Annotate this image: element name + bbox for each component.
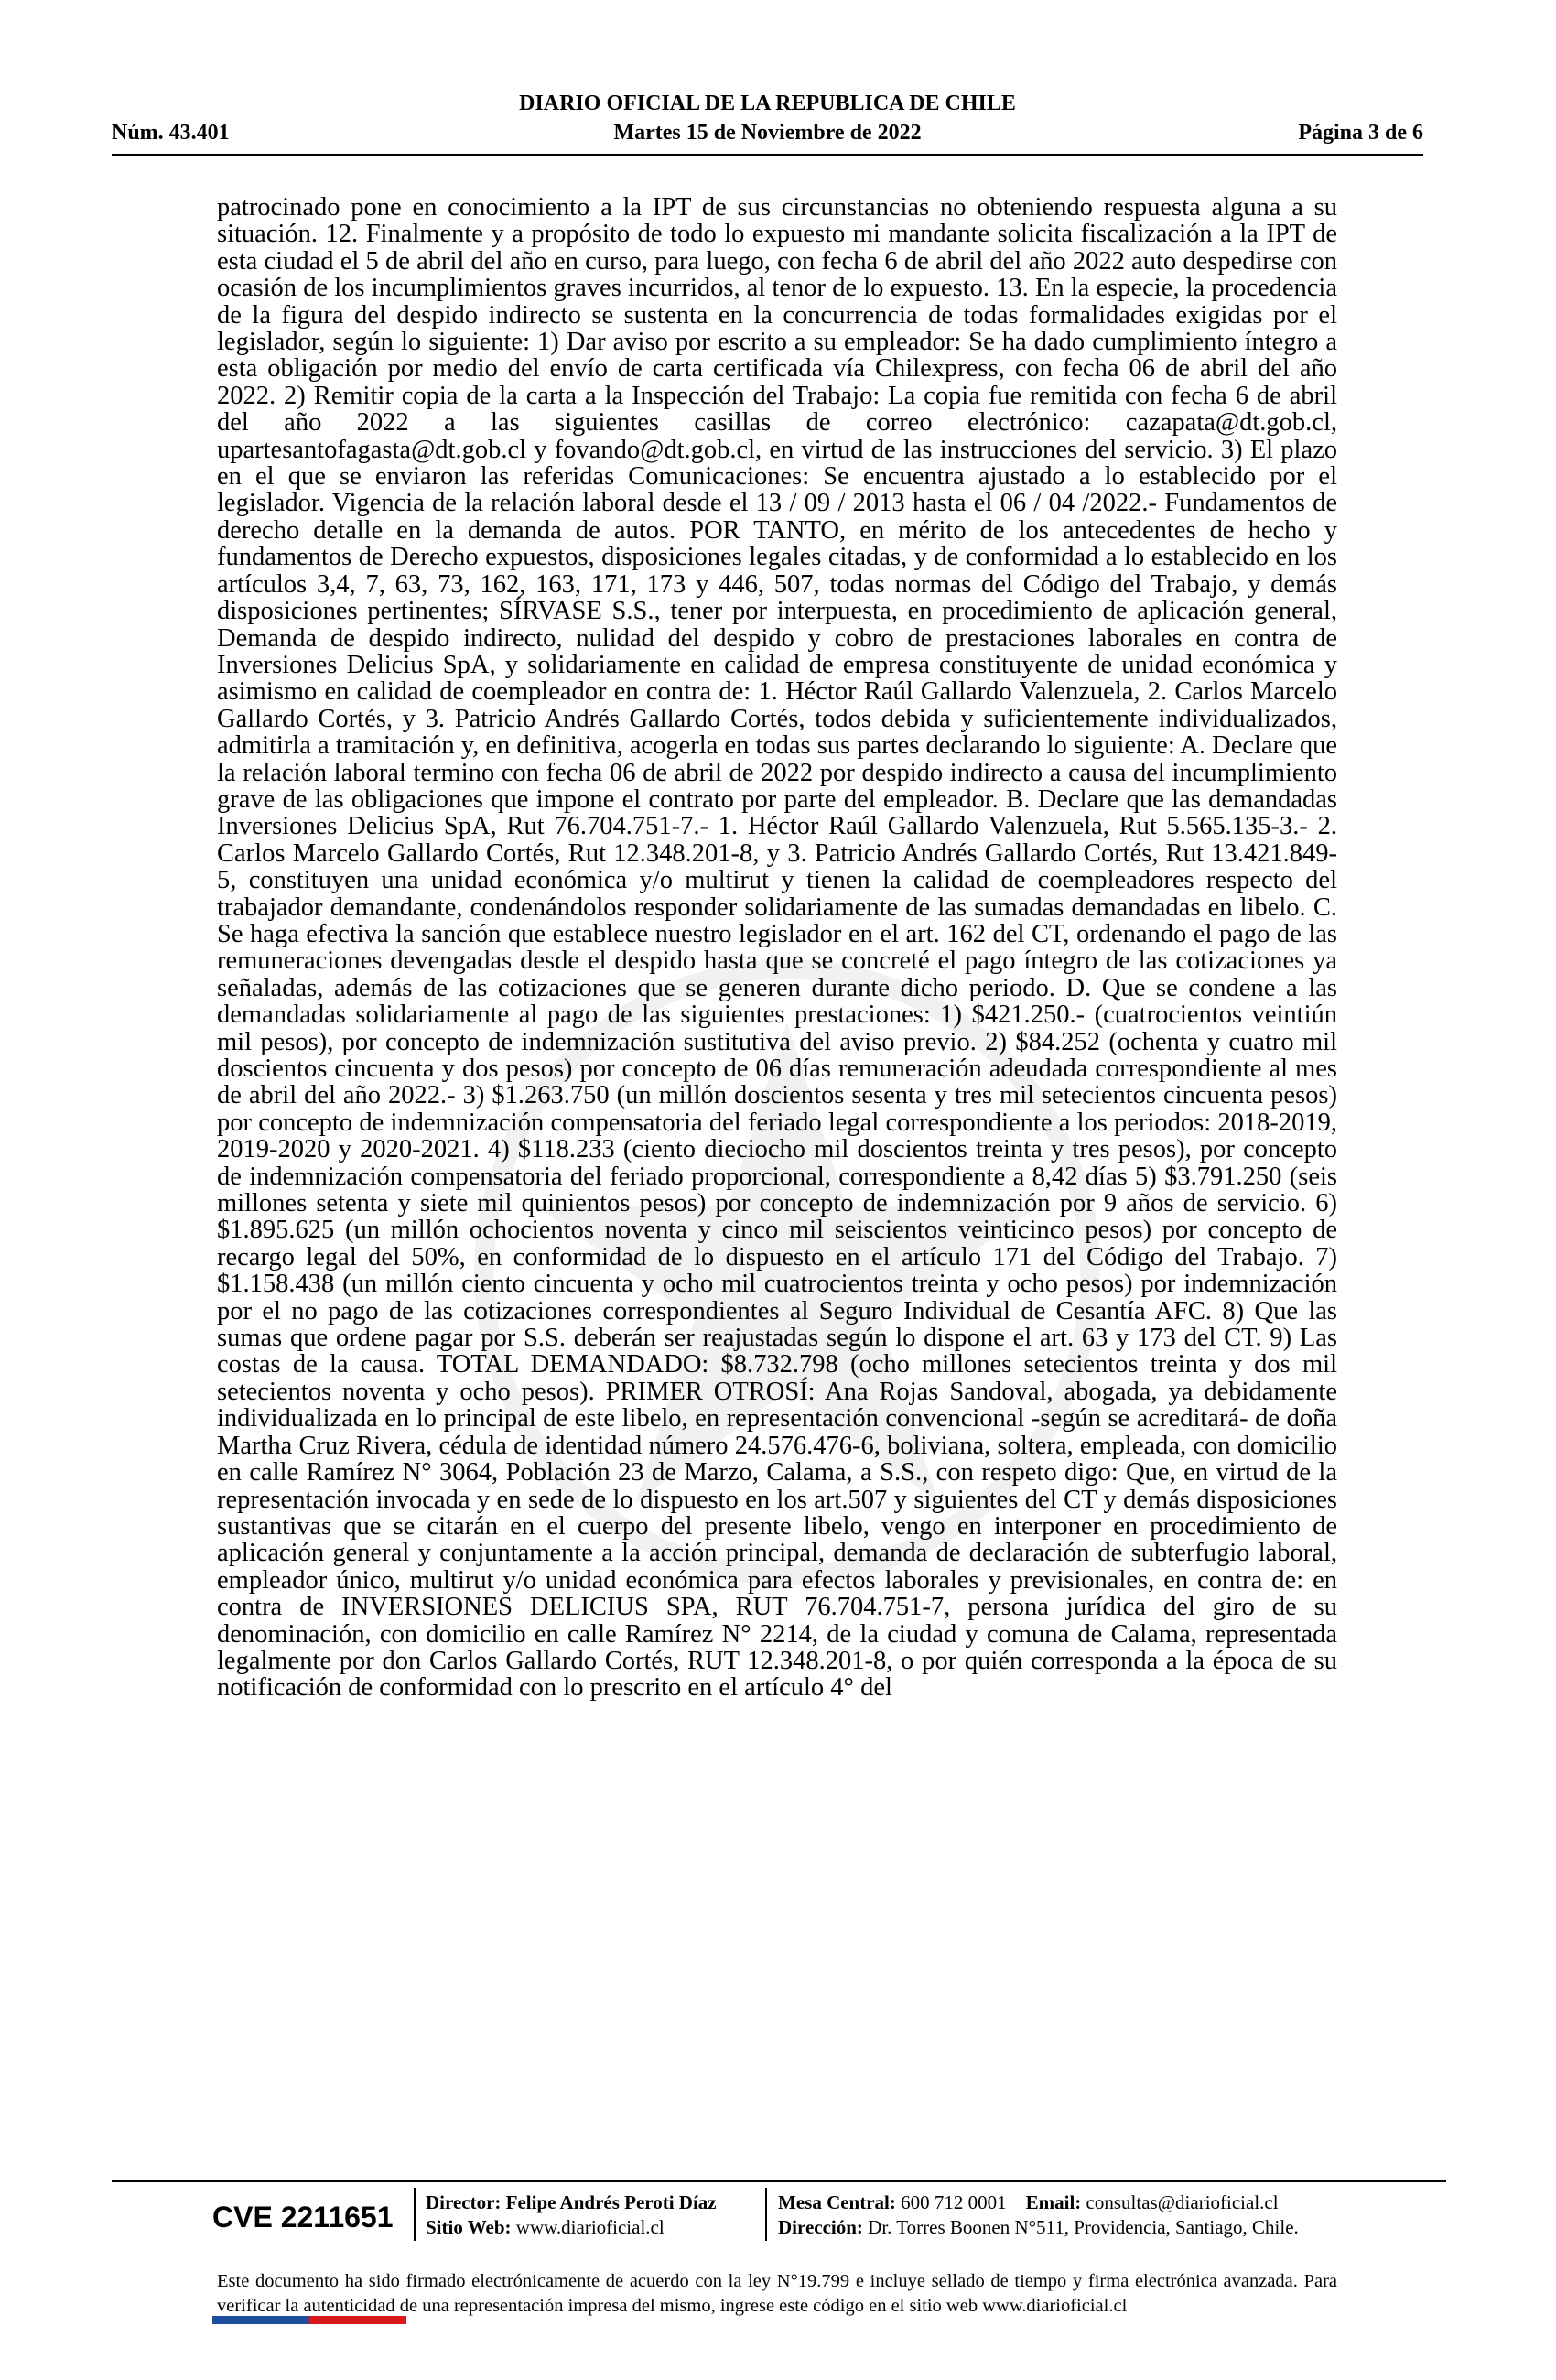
flag-stripe bbox=[212, 2316, 406, 2324]
page-number: Página 3 de 6 bbox=[1298, 121, 1423, 145]
flag-stripe-blue bbox=[212, 2316, 309, 2324]
email-label: Email: bbox=[1025, 2191, 1082, 2213]
issue-number: Núm. 43.401 bbox=[112, 121, 230, 145]
mesa-central-phone: 600 712 0001 bbox=[901, 2191, 1007, 2213]
mesa-central-label: Mesa Central: bbox=[778, 2191, 896, 2213]
footer-separator bbox=[765, 2188, 767, 2241]
legal-notice: Este documento ha sido firmado electrónicamente de acuerdo con la ley N°19.799 e incluye sellado de tiempo y firma electrónica avanzada. Para verificar la autenticidad de una representación impresa del mismo, ingrese este código en el sitio web www.diarioficial.cl bbox=[217, 2271, 1337, 2316]
footer-separator bbox=[414, 2188, 416, 2241]
email-link[interactable]: consultas@diarioficial.cl bbox=[1086, 2191, 1279, 2213]
director-name: Felipe Andrés Peroti Díaz bbox=[505, 2191, 717, 2213]
document-body-text: patrocinado pone en conocimiento a la IPT de sus circunstancias no obteniendo respuesta alguna a su situación. 12. Finalmente y a propósito de todo lo expuesto mi mandante solicita fiscalización a la IPT de esta ciudad el 5 de abril del año en curso, para luego, con fecha 6 de abril del año 2022 auto despedirse con ocasión de los incumplimientos graves incurridos, al tenor de lo expuesto. 13. En la especie, la procedencia de la figura del despido indirecto se sustenta en la concurrencia de todas formalidades exigidas por el legislador, según lo siguiente: 1) Dar aviso por escrito a su empleador: Se ha dado cumplimiento íntegro a esta obligación por medio del envío de carta certificada vía Chilexpress, con fecha 06 de abril del año 2022. 2) Remitir copia de la carta a la Inspección del Trabajo: La copia fue remitida con fecha 6 de abril del año 2022 a las siguientes casillas de correo electrónico: cazapata@dt.gob.cl, upartesantofagasta@dt.gob.cl y fovando@dt.gob.cl, en virtud de las instrucciones del servicio. 3) El plazo en el que se enviaron las referidas Comunicaciones: Se encuentra ajustado a lo establecido por el legislador. Vigencia de la relación laboral desde el 13 / 09 / 2013 hasta el 06 / 04 /2022.- Fundamentos de derecho detalle en la demanda de autos. POR TANTO, en mérito de los antecedentes de hecho y fundamentos de Derecho expuestos, disposiciones legales citadas, y de conformidad a lo establecido en los artículos 3,4, 7, 63, 73, 162, 163, 171, 173 y 446, 507, todas normas del Código del Trabajo, y demás disposiciones pertinentes; SÍRVASE S.S., tener por interpuesta, en procedimiento de aplicación general, Demanda de despido indirecto, nulidad del despido y cobro de prestaciones laborales en contra de Inversiones Delicius SpA, y solidariamente en calidad de empresa constituyente de unidad económica y asimismo en calidad de coempleador en contra de: 1. Héctor Raúl Gallardo Valenzuela, 2. Carlos Marcelo Gallardo Cortés, y 3. Patricio Andrés Gallardo Cortés, todos debida y suficientemente individualizados, admitirla a tramitación y, en definitiva, acogerla en todas sus partes declarando lo siguiente: A. Declare que la relación laboral termino con fecha 06 de abril de 2022 por despido indirecto a causa del incumplimiento grave de las obligaciones que impone el contrato por parte del empleador. B. Declare que las demandadas Inversiones Delicius SpA, Rut 76.704.751-7.- 1. Héctor Raúl Gallardo Valenzuela, Rut 5.565.135-3.- 2. Carlos Marcelo Gallardo Cortés, Rut 12.348.201-8, y 3. Patricio Andrés Gallardo Cortés, Rut 13.421.849-5, constituyen una unidad económica y/o multirut y tienen la calidad de coempleadores respecto del trabajador demandante, condenándolos responder solidariamente de las sumadas demandadas en libelo. C. Se haga efectiva la sanción que establece nuestro legislador en el art. 162 del CT, ordenando el pago de las remuneraciones devengadas desde el despido hasta que se concreté el pago íntegro de las cotizaciones ya señaladas, además de las cotizaciones que se generen durante dicho periodo. D. Que se condene a las demandadas solidariamente al pago de las siguientes prestaciones: 1) $421.250.- (cuatrocientos veintiún mil pesos), por concepto de indemnización sustitutiva del aviso previo. 2) $84.252 (ochenta y cuatro mil doscientos cincuenta y dos pesos) por concepto de 06 días remuneración adeudada correspondiente al mes de abril del año 2022.- 3) $1.263.750 (un millón doscientos sesenta y tres mil setecientos cincuenta pesos) por concepto de indemnización compensatoria del feriado legal correspondiente a los periodos: 2018-2019, 2019-2020 y 2020-2021. 4) $118.233 (ciento dieciocho mil doscientos treinta y tres pesos), por concepto de indemnización compensatoria del feriado proporcional, correspondiente a 8,42 días 5) $3.791.250 (seis millones setenta y siete mil quinientos pesos) por concepto de indemnización por 9 años de servicio. 6) $1.895.625 (un millón ochocientos noventa y cinco mil seiscientos veinticinco pesos) por concepto de recargo legal del 50%, en conformidad de lo dispuesto en el artículo 171 del Código del Trabajo. 7) $1.158.438 (un millón ciento cincuenta y ocho mil cuatrocientos treinta y ocho pesos) por indemnización por el no pago de las cotizaciones correspondientes al Seguro Individual de Cesantía AFC. 8) Que las sumas que ordene pagar por S.S. deberán ser reajustadas según lo dispone el art. 63 y 173 del CT. 9) Las costas de la causa. TOTAL DEMANDADO: $8.732.798 (ocho millones setecientos treinta y dos mil setecientos noventa y ocho pesos). PRIMER OTROSÍ: Ana Rojas Sandoval, abogada, ya debidamente individualizada en lo principal de este libelo, en representación convencional -según se acreditará- de doña Martha Cruz Rivera, cédula de identidad número 24.576.476-6, boliviana, soltera, empleada, con domicilio en calle Ramírez N° 3064, Población 23 de Marzo, Calama, a S.S., con respeto digo: Que, en virtud de la representación invocada y en sede de lo dispuesto en los art.507 y siguientes del CT y demás disposiciones sustantivas que se citarán en el cuerpo del presente libelo, vengo en interponer en procedimiento de aplicación general y conjuntamente a la acción principal, demanda de declaración de subterfugio laboral, empleador único, multirut y/o unidad económica para efectos laborales y previsionales, en contra de: en contra de INVERSIONES DELICIUS SPA, RUT 76.704.751-7, persona jurídica del giro de su denominación, con domicilio en calle Ramírez N° 2214, de la ciudad y comuna de Calama, representada legalmente por don Carlos Gallardo Cortés, RUT 12.348.201-8, o por quién corresponda a la época de su notificación de conformidad con lo prescrito en el artículo 4° del bbox=[217, 193, 1337, 1703]
flag-stripe-red bbox=[309, 2316, 406, 2324]
page-header bbox=[112, 92, 1423, 148]
website-link[interactable]: www.diarioficial.cl bbox=[515, 2216, 665, 2238]
address-label: Dirección: bbox=[778, 2216, 863, 2238]
cve-code: CVE 2211651 bbox=[212, 2200, 394, 2234]
address-value: Dr. Torres Boonen N°511, Providencia, Santiago, Chile. bbox=[868, 2216, 1299, 2238]
header-divider bbox=[112, 154, 1423, 156]
footer-director-block bbox=[426, 2191, 717, 2240]
footer-contact-block bbox=[778, 2191, 1299, 2240]
website-label: Sitio Web: bbox=[426, 2216, 512, 2238]
footer-divider bbox=[112, 2180, 1446, 2182]
publication-title: DIARIO OFICIAL DE LA REPUBLICA DE CHILE bbox=[519, 92, 1016, 115]
issue-date: Martes 15 de Noviembre de 2022 bbox=[613, 121, 922, 145]
director-label: Director: bbox=[426, 2191, 502, 2213]
